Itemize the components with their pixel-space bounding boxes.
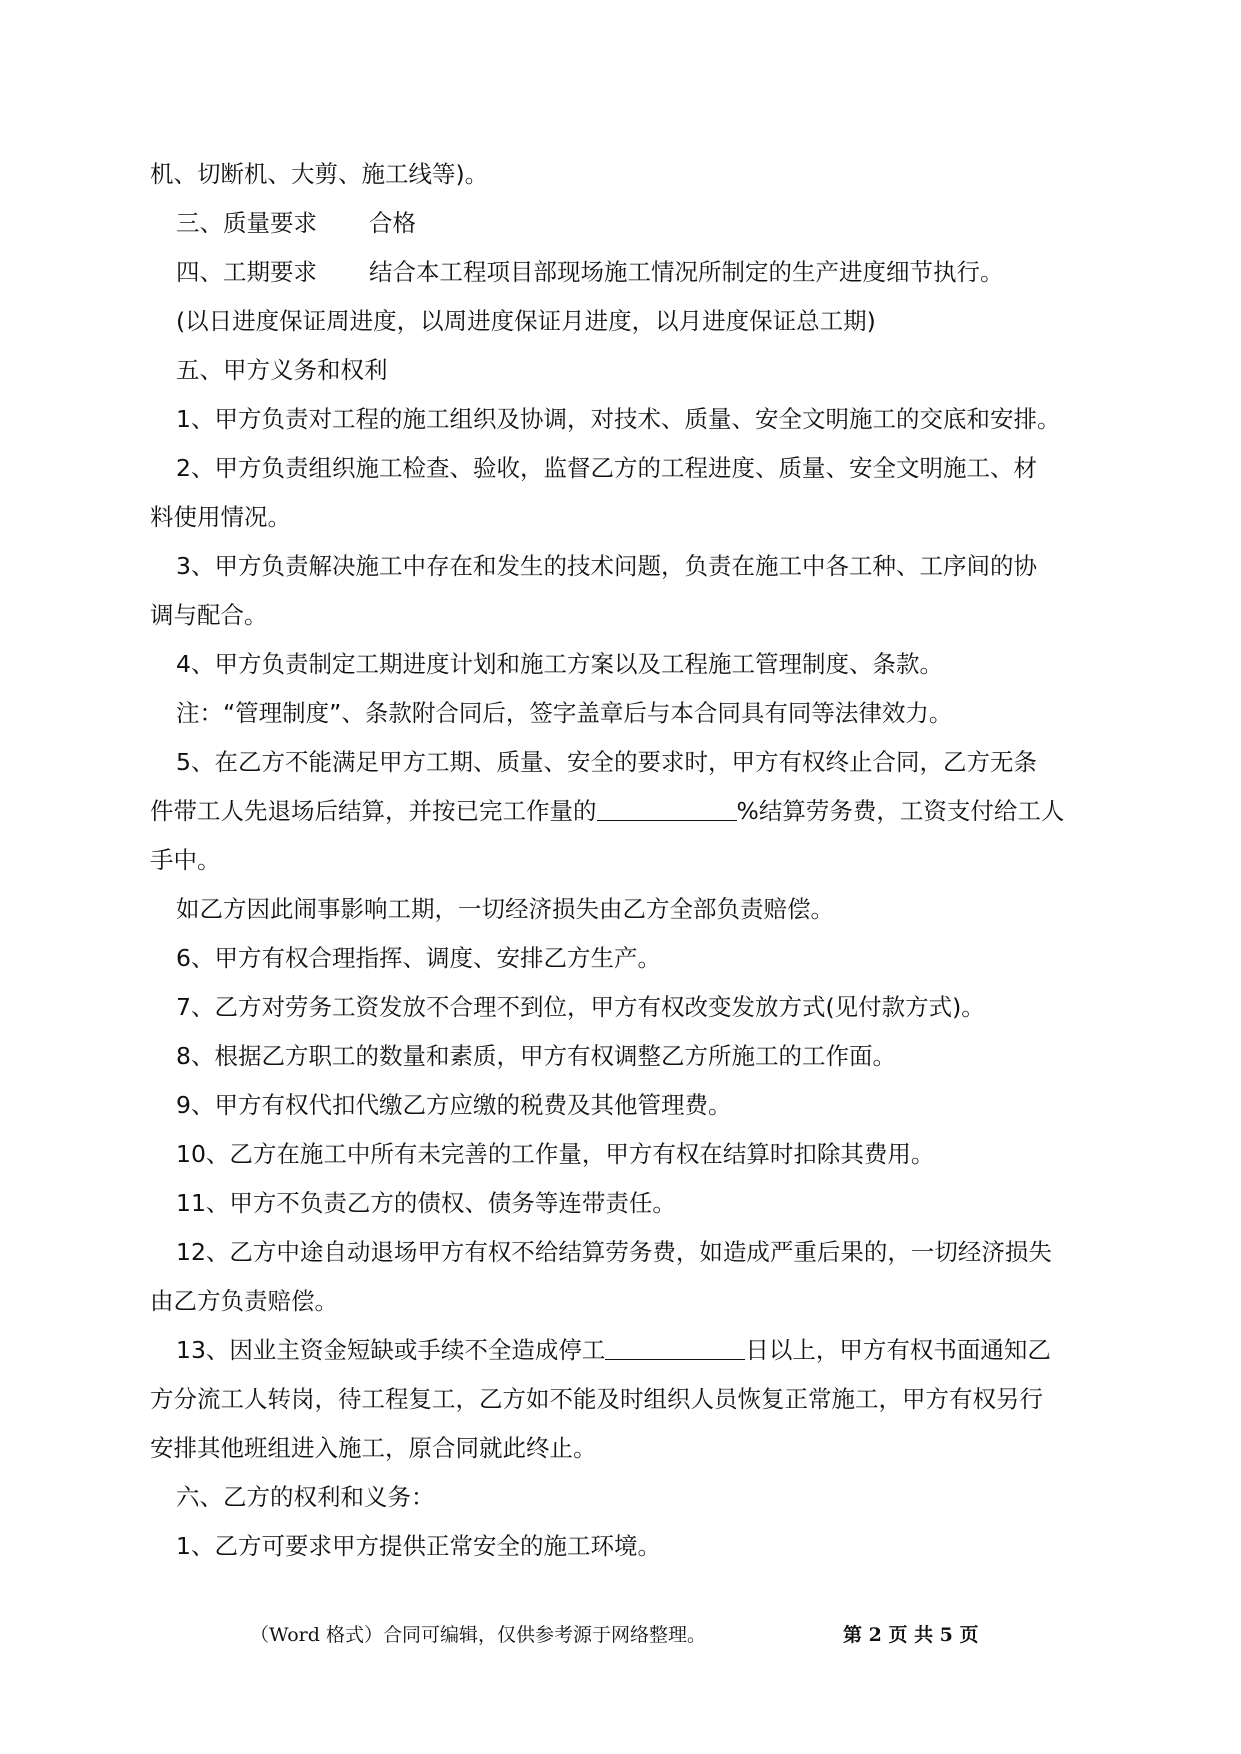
- text-line: 安排其他班组进入施工，原合同就此终止。: [150, 1434, 597, 1462]
- section-heading: 四、工期要求: [176, 258, 317, 286]
- text-line: 1、乙方可要求甲方提供正常安全的施工环境。: [176, 1532, 661, 1560]
- text-line: 由乙方负责赔偿。: [150, 1287, 338, 1315]
- text-line: 机、切断机、大剪、施工线等)。: [150, 160, 489, 188]
- section-heading: 五、甲方义务和权利: [176, 356, 388, 384]
- text-line: 调与配合。: [150, 601, 268, 629]
- text-line: 如乙方因此闹事影响工期，一切经济损失由乙方全部负责赔偿。: [176, 895, 834, 923]
- footer-note: （Word 格式）合同可编辑，仅供参考源于网络整理。: [250, 1624, 706, 1646]
- days-blank: [605, 1337, 745, 1360]
- text-line: 注：“管理制度”、条款附合同后，签字盖章后与本合同具有同等法律效力。: [176, 699, 953, 727]
- section-heading: 三、质量要求: [176, 209, 317, 237]
- text-line: 11、甲方不负责乙方的债权、债务等连带责任。: [176, 1189, 676, 1217]
- text-segment: 13、因业主资金短缺或手续不全造成停工: [176, 1336, 606, 1364]
- text-line: 1、甲方负责对工程的施工组织及协调，对技术、质量、安全文明施工的交底和安排。: [176, 405, 1061, 433]
- text-line: 12、乙方中途自动退场甲方有权不给结算劳务费，如造成严重后果的，一切经济损失: [176, 1238, 1052, 1266]
- page-number: 第 2 页 共 5 页: [843, 1624, 979, 1646]
- text-line: 7、乙方对劳务工资发放不合理不到位，甲方有权改变发放方式(见付款方式)。: [176, 993, 985, 1021]
- text-line: [150, 1326, 1090, 1375]
- text-line: (以日进度保证周进度，以周进度保证月进度，以月进度保证总工期): [176, 307, 876, 335]
- text-segment: %结算劳务费，工资支付给工人: [736, 797, 1065, 825]
- text-segment: 件带工人先退场后结算，并按已完工作量的: [150, 797, 597, 825]
- text-line: 10、乙方在施工中所有未完善的工作量，甲方有权在结算时扣除其费用。: [176, 1140, 935, 1168]
- text-line: 4、甲方负责制定工期进度计划和施工方案以及工程施工管理制度、条款。: [176, 650, 943, 678]
- text-line: 方分流工人转岗，待工程复工，乙方如不能及时组织人员恢复正常施工，甲方有权另行: [150, 1385, 1043, 1413]
- section-heading: 六、乙方的权利和义务：: [176, 1483, 435, 1511]
- schedule-value: 结合本工程项目部现场施工情况所制定的生产进度细节执行。: [369, 258, 1004, 286]
- page-footer: [0, 1620, 1241, 1650]
- text-line: 6、甲方有权合理指挥、调度、安排乙方生产。: [176, 944, 661, 972]
- text-line: 9、甲方有权代扣代缴乙方应缴的税费及其他管理费。: [176, 1091, 732, 1119]
- quality-value: 合格: [369, 209, 416, 237]
- text-line: 8、根据乙方职工的数量和素质，甲方有权调整乙方所施工的工作面。: [176, 1042, 896, 1070]
- text-line: [150, 248, 1090, 297]
- text-line: 手中。: [150, 846, 221, 874]
- percent-blank: [597, 798, 737, 821]
- text-segment: 日以上，甲方有权书面通知乙: [745, 1336, 1051, 1364]
- text-line: 2、甲方负责组织施工检查、验收，监督乙方的工程进度、质量、安全文明施工、材: [176, 454, 1037, 482]
- text-line: 5、在乙方不能满足甲方工期、质量、安全的要求时，甲方有权终止合同，乙方无条: [176, 748, 1037, 776]
- text-line: [150, 787, 1090, 836]
- text-line: [150, 199, 1090, 248]
- text-line: 3、甲方负责解决施工中存在和发生的技术问题，负责在施工中各工种、工序间的协: [176, 552, 1037, 580]
- text-line: 料使用情况。: [150, 503, 291, 531]
- contract-body: [150, 150, 1090, 1571]
